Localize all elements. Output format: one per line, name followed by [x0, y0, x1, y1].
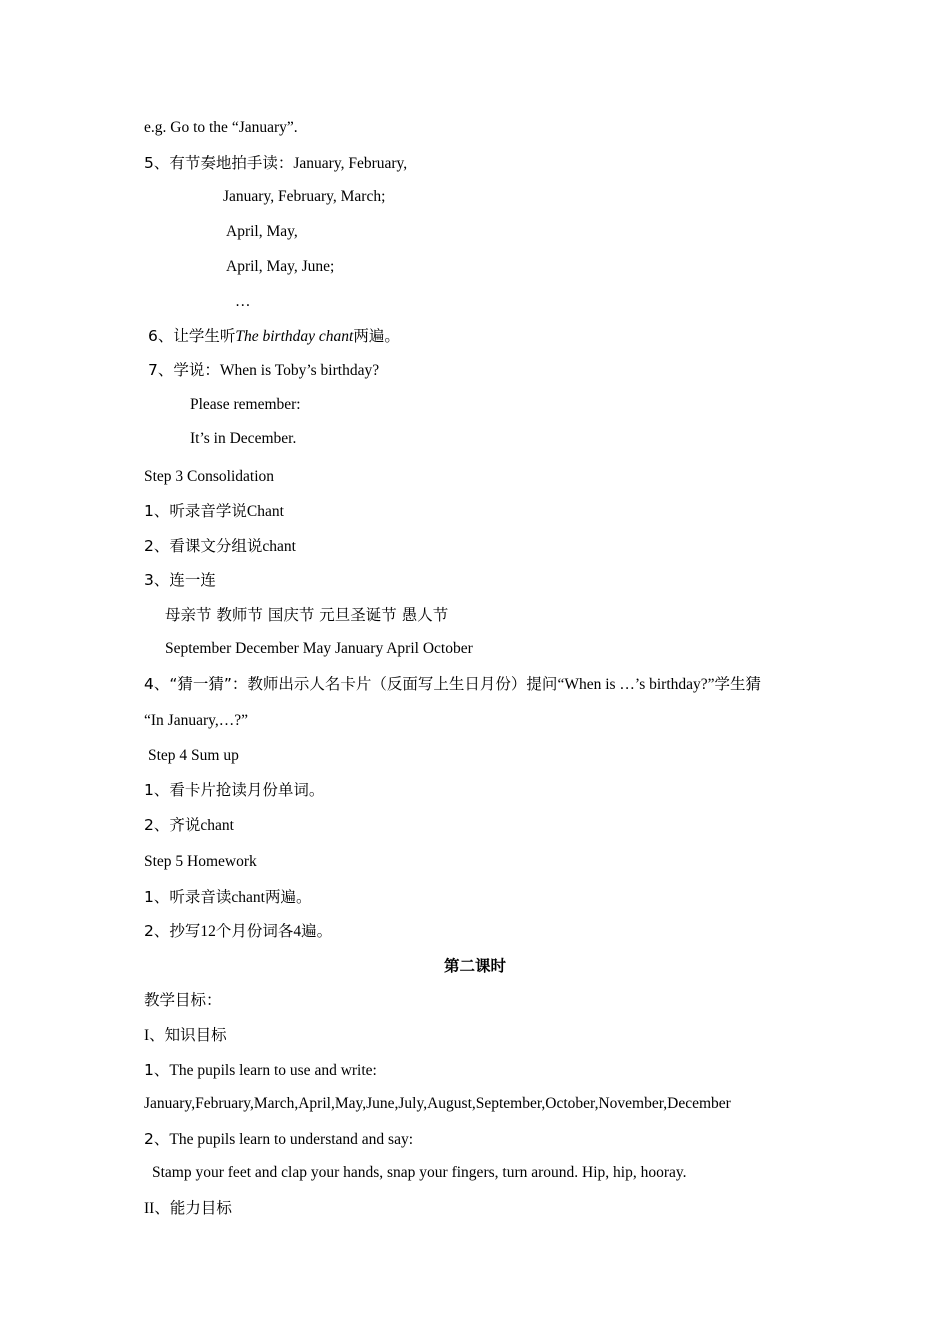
- chant-line-2: January, February, March;: [223, 188, 386, 205]
- step-item-5: 5、有节奏地拍手读：January, February,: [144, 154, 408, 172]
- holidays-line: 母亲节 教师节 国庆节 元旦圣诞节 愚人节: [165, 606, 449, 624]
- chant-line-4: April, May, June;: [226, 258, 335, 275]
- chant-line-5: …: [235, 293, 251, 310]
- months-list: January,February,March,April,May,June,July,August,September,October,November,December: [144, 1095, 731, 1112]
- its-in-december: It’s in December.: [190, 430, 297, 447]
- step4-item-2: 2、齐说chant: [144, 816, 234, 834]
- step3-item-4: 4、“猜一猜”：教师出示人名卡片（反面写上生日月份）提问“When is …’s birthday?”学生猜: [144, 675, 762, 693]
- example-line: e.g. Go to the “January”.: [144, 119, 298, 136]
- step5-heading: Step 5 Homework: [144, 853, 257, 870]
- step3-item-2: 2、看课文分组说chant: [144, 537, 296, 555]
- knowledge-goals: I、知识目标: [144, 1026, 227, 1044]
- lesson2-title: 第二课时: [443, 957, 506, 975]
- chant-line-3: April, May,: [226, 223, 298, 240]
- months-match-line: September December May January April October: [165, 640, 473, 657]
- step-item-7: 7、学说：When is Toby’s birthday?: [148, 361, 380, 379]
- step-item-6: 6、让学生听The birthday chant两遍。: [148, 327, 400, 345]
- step5-item-1: 1、听录音读chant两遍。: [144, 888, 312, 906]
- teaching-goals: 教学目标：: [144, 991, 222, 1009]
- step4-heading: Step 4 Sum up: [148, 747, 239, 764]
- step3-heading: Step 3 Consolidation: [144, 468, 275, 485]
- knowledge-item-1: 1、The pupils learn to use and write:: [144, 1061, 377, 1079]
- step5-item-2: 2、抄写12个月份词各4遍。: [144, 922, 333, 940]
- stamp-chant-line: Stamp your feet and clap your hands, snap your fingers, turn around. Hip, hip, hooray.: [152, 1164, 687, 1181]
- knowledge-item-2: 2、The pupils learn to understand and say:: [144, 1130, 414, 1148]
- step3-item-1: 1、听录音学说Chant: [144, 502, 284, 520]
- ability-goals: II、能力目标: [144, 1199, 232, 1217]
- step3-item-4-cont: “In January,…?”: [144, 712, 248, 729]
- step3-item-3: 3、连一连: [144, 571, 216, 589]
- step4-item-1: 1、看卡片抢读月份单词。: [144, 781, 325, 799]
- please-remember: Please remember:: [190, 396, 301, 413]
